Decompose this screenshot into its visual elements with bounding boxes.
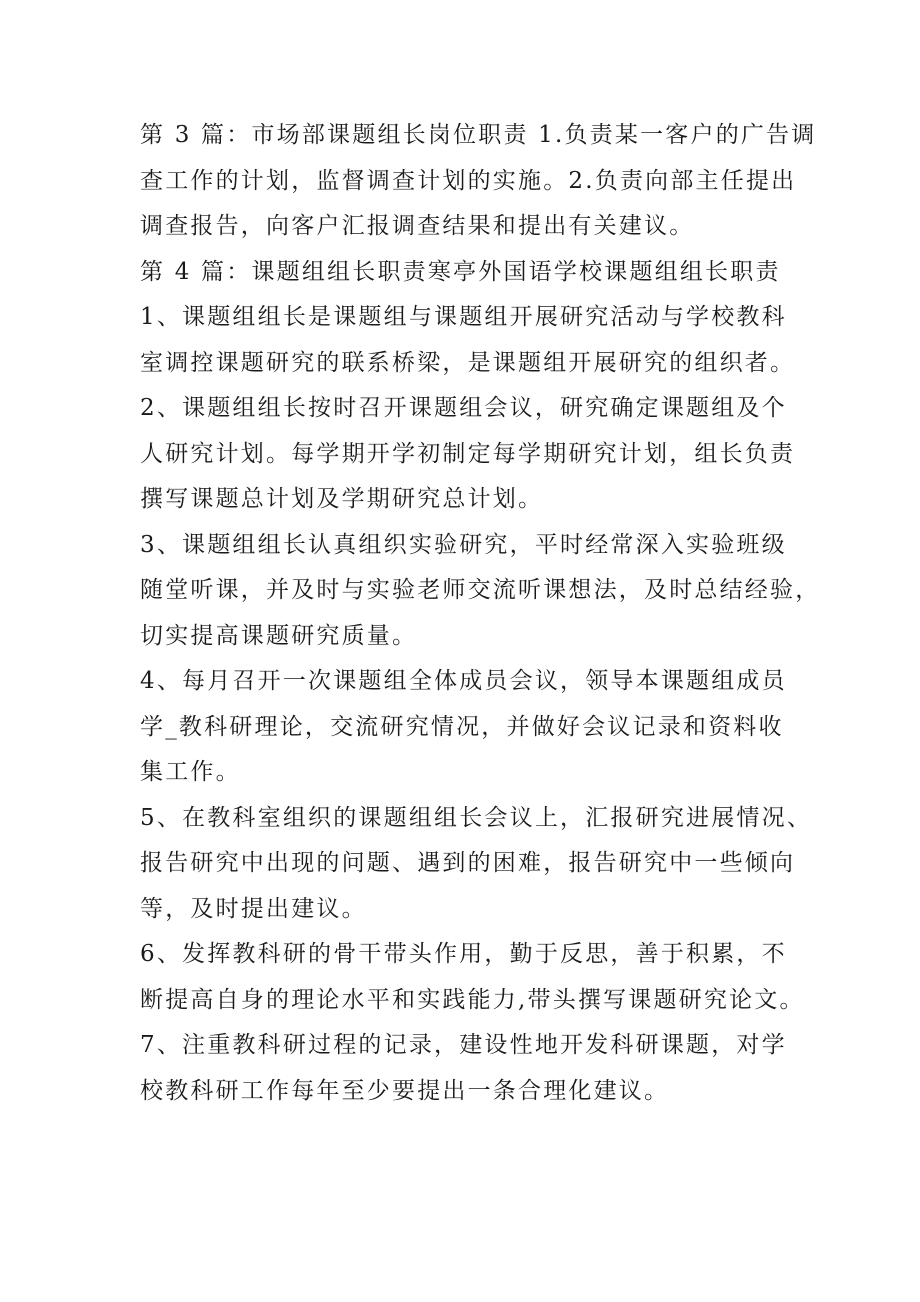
text-line: 查工作的计划，监督调查计划的实施。2.负责向部主任提出 xyxy=(140,167,797,194)
text-line: 第 3 篇：市场部课题组长岗位职责 1.负责某一客户的广告调 xyxy=(140,122,817,148)
text-line: 室调控课题研究的联系桥梁，是课题组开展研究的组织者。 xyxy=(140,349,796,376)
document-body xyxy=(140,113,821,1114)
list-item-4 xyxy=(140,659,790,796)
text-line: 6、发挥教科研的骨干带头作用，勤于反思，善于积累，不 xyxy=(140,941,787,967)
text-line: 5、在教科室组织的课题组组长会议上，汇报研究进展情况、 xyxy=(140,804,813,831)
paragraph-article-4-title xyxy=(140,250,790,296)
text-line: 报告研究中出现的问题、遇到的困难，报告研究中一些倾向 xyxy=(140,850,796,876)
text-line: 3、课题组组长认真组织实验研究，平时经常深入实验班级 xyxy=(140,531,787,558)
text-line: 切实提高课题研究质量。 xyxy=(140,622,418,649)
text-line: 撰写课题总计划及学期研究总计划。 xyxy=(140,486,544,512)
text-line: 4、每月召开一次课题组全体成员会议，领导本课题组成员 xyxy=(140,668,787,694)
text-line: 1、课题组组长是课题组与课题组开展研究活动与学校教科 xyxy=(140,304,787,330)
list-item-2 xyxy=(140,386,796,523)
list-item-5 xyxy=(140,796,813,933)
text-line: 7、注重教科研过程的记录，建设性地开发科研课题，对学 xyxy=(140,1032,787,1058)
text-line: 校教科研工作每年至少要提出一条合理化建议。 xyxy=(140,1077,670,1104)
paragraph-article-3 xyxy=(140,113,817,250)
text-line: 等，及时提出建议。 xyxy=(140,895,367,922)
text-line: 随堂听课，并及时与实验老师交流听课想法，及时总结经验， xyxy=(140,577,821,603)
text-line: 2、课题组组长按时召开课题组会议，研究确定课题组及个 xyxy=(140,395,787,421)
text-line: 断提高自身的理论水平和实践能力,带头撰写课题研究论文。 xyxy=(140,986,805,1013)
text-line: 集工作。 xyxy=(140,759,241,785)
text-line: 人研究计划。每学期开学初制定每学期研究计划，组长负责 xyxy=(140,440,796,467)
list-item-6 xyxy=(140,932,805,1023)
text-line: 学_教科研理论，交流研究情况，并做好会议记录和资料收 xyxy=(140,713,784,740)
text-line: 调查报告，向客户汇报调查结果和提出有关建议。 xyxy=(140,213,695,239)
list-item-3 xyxy=(140,523,821,660)
list-item-7 xyxy=(140,1023,790,1114)
list-item-1 xyxy=(140,295,796,386)
text-line: 第 4 篇：课题组组长职责寒亭外国语学校课题组组长职责 xyxy=(140,258,781,285)
